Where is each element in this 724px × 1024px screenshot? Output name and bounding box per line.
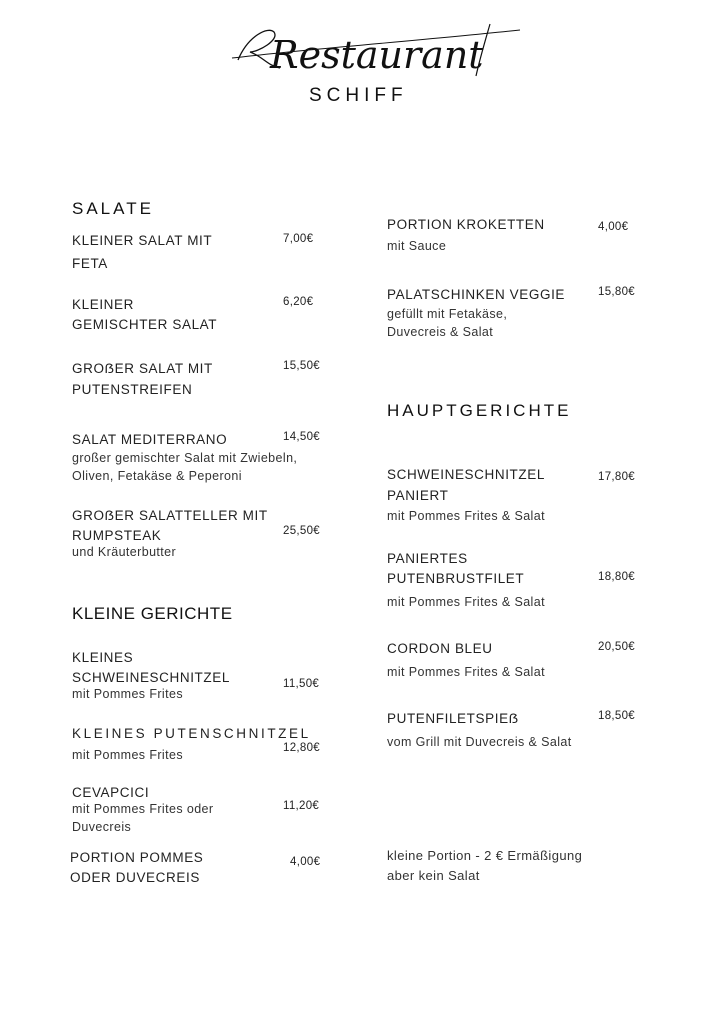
- item-price: 18,50€: [598, 710, 635, 722]
- item-price: 4,00€: [290, 856, 321, 868]
- item-description: Duvecreis & Salat: [387, 325, 494, 339]
- item-description: gefüllt mit Fetakäse,: [387, 307, 508, 321]
- item-price: 7,00€: [283, 233, 314, 245]
- item-name: KLEINER: [72, 297, 134, 312]
- item-price: 18,80€: [598, 571, 635, 583]
- item-price: 14,50€: [283, 431, 320, 443]
- item-description: vom Grill mit Duvecreis & Salat: [387, 735, 572, 749]
- item-description: mit Pommes Frites & Salat: [387, 665, 545, 679]
- portion-note-salad: aber kein Salat: [387, 868, 480, 883]
- item-price: 6,20€: [283, 296, 314, 308]
- item-price: 11,20€: [283, 800, 320, 812]
- item-name: PANIERT: [387, 488, 449, 503]
- item-price: 15,80€: [598, 286, 635, 298]
- item-name: GEMISCHTER SALAT: [72, 317, 218, 332]
- item-price: 20,50€: [598, 641, 635, 653]
- item-description: Oliven, Fetakäse & Peperoni: [72, 469, 242, 483]
- salate-heading: SALATE: [72, 199, 154, 218]
- item-name: PALATSCHINKEN VEGGIE: [387, 287, 566, 302]
- item-name: PANIERTES: [387, 551, 468, 566]
- item-name: PORTION KROKETTEN: [387, 217, 545, 232]
- item-name: ODER DUVECREIS: [70, 870, 200, 885]
- item-name: PUTENFILETSPIEẞ: [387, 711, 519, 726]
- item-name: CORDON BLEU: [387, 641, 493, 656]
- item-description: mit Sauce: [387, 239, 447, 253]
- item-name: GROẞER SALAT MIT: [72, 361, 213, 376]
- restaurant-subtitle: SCHIFF: [309, 85, 408, 106]
- item-description: großer gemischter Salat mit Zwiebeln,: [72, 451, 298, 465]
- item-name: KLEINES: [72, 650, 134, 665]
- item-name: RUMPSTEAK: [72, 528, 162, 543]
- item-price: 4,00€: [598, 221, 629, 233]
- item-name: PUTENSTREIFEN: [72, 382, 193, 397]
- item-name: FETA: [72, 256, 108, 271]
- item-price: 17,80€: [598, 471, 635, 483]
- item-name: KLEINER SALAT MIT: [72, 233, 213, 248]
- item-name: SALAT MEDITERRANO: [72, 432, 228, 447]
- item-name: SCHWEINESCHNITZEL: [72, 670, 230, 685]
- item-price: 15,50€: [283, 360, 320, 372]
- svg-text:Restaurant: Restaurant: [270, 33, 484, 77]
- item-price: 12,80€: [283, 742, 320, 754]
- item-name: SCHWEINESCHNITZEL: [387, 467, 545, 482]
- item-description: mit Pommes Frites: [72, 748, 183, 762]
- item-price: 25,50€: [283, 525, 320, 537]
- item-name: KLEINES PUTENSCHNITZEL: [72, 726, 311, 741]
- item-name: PORTION POMMES: [70, 850, 204, 865]
- item-description: mit Pommes Frites & Salat: [387, 595, 545, 609]
- portion-note: kleine Portion - 2 € Ermäßigung: [387, 848, 583, 863]
- item-name: GROẞER SALATTELLER MIT: [72, 508, 268, 523]
- item-description: mit Pommes Frites: [72, 687, 183, 701]
- item-name: CEVAPCICI: [72, 785, 150, 800]
- item-price: 11,50€: [283, 678, 320, 690]
- hauptgerichte-heading: HAUPTGERICHTE: [387, 401, 572, 420]
- item-description: mit Pommes Frites & Salat: [387, 509, 545, 523]
- kleine-gerichte-heading: KLEINE GERICHTE: [72, 604, 233, 623]
- item-description: und Kräuterbutter: [72, 545, 177, 559]
- item-description: Duvecreis: [72, 820, 132, 834]
- item-description: mit Pommes Frites oder: [72, 802, 214, 816]
- item-name: PUTENBRUSTFILET: [387, 571, 525, 586]
- restaurant-script-logo: [228, 18, 528, 88]
